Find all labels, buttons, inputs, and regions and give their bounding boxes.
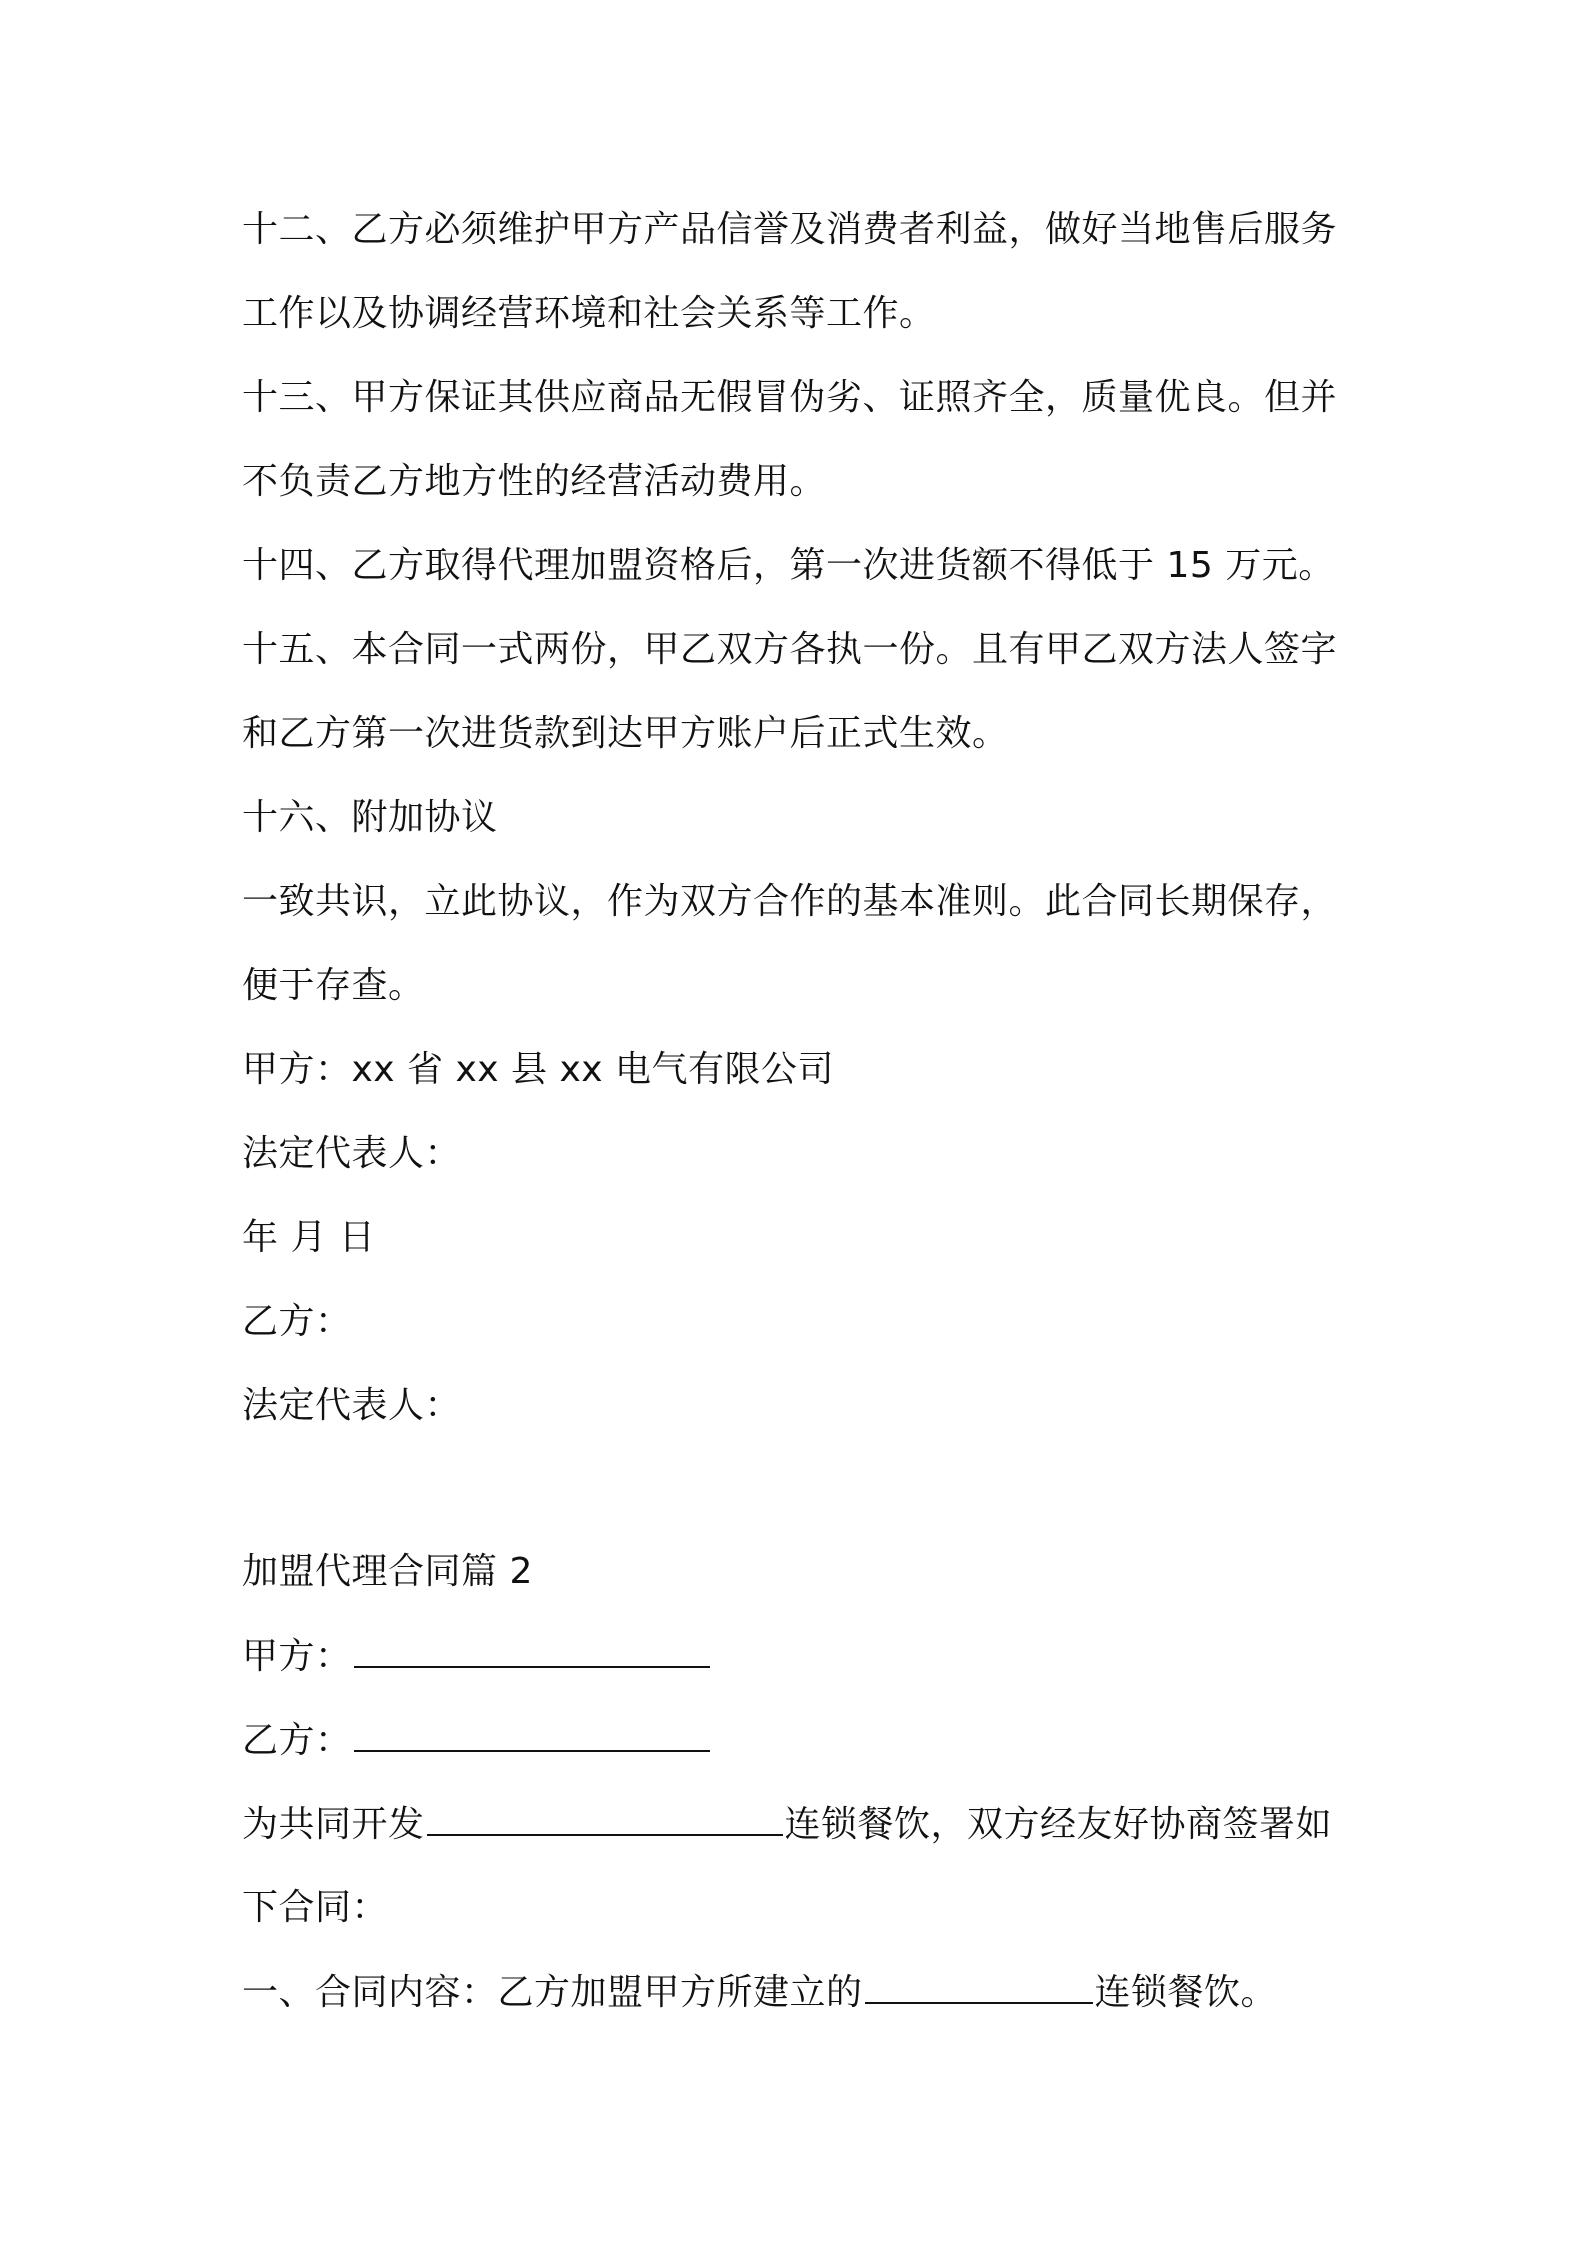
clause-14: 十四、乙方取得代理加盟资格后，第一次进货额不得低于 15 万元。	[242, 545, 1335, 586]
intro-prefix: 为共同开发	[242, 1804, 425, 1845]
signing-date: 年 月 日	[242, 1217, 376, 1258]
agreement-line-1: 一致共识，立此协议，作为双方合作的基本准则。此合同长期保存，	[242, 881, 1338, 922]
party-a-name: 甲方：xx 省 xx 县 xx 电气有限公司	[242, 1049, 835, 1090]
item-1-prefix: 一、合同内容：乙方加盟甲方所建立的	[242, 1972, 863, 2013]
clause-15-line-1: 十五、本合同一式两份，甲乙双方各执一份。且有甲乙双方法人签字	[242, 629, 1338, 670]
brand-blank-line	[427, 1800, 783, 1836]
party-a-representative: 法定代表人：	[242, 1133, 462, 1174]
item-1-suffix: 连锁餐饮。	[1094, 1972, 1278, 2013]
blank-party-b-row	[242, 1716, 712, 1765]
clause-12-line-1: 十二、乙方必须维护甲方产品信誉及消费者利益，做好当地售后服务	[242, 209, 1338, 250]
party-b-name: 乙方：	[242, 1301, 352, 1342]
blank-party-a-row	[242, 1632, 712, 1681]
clause-13-line-2: 不负责乙方地方性的经营活动费用。	[242, 461, 827, 502]
intro-suffix: 连锁餐饮，双方经友好协商签署如	[784, 1804, 1333, 1845]
clause-15-line-2: 和乙方第一次进货款到达甲方账户后正式生效。	[242, 713, 1009, 754]
party-b-blank-line	[354, 1716, 710, 1752]
party-b-representative: 法定代表人：	[242, 1385, 462, 1426]
blank-party-b-label: 乙方：	[242, 1720, 352, 1761]
agreement-line-2: 便于存查。	[242, 965, 425, 1006]
clause-13-line-1: 十三、甲方保证其供应商品无假冒伪劣、证照齐全，质量优良。但并	[242, 377, 1338, 418]
intro-line-1	[242, 1800, 1332, 1849]
item-1-row	[242, 1968, 1277, 2017]
party-a-blank-line	[354, 1632, 710, 1668]
section-title: 加盟代理合同篇 2	[242, 1551, 533, 1592]
clause-12-line-2: 工作以及协调经营环境和社会关系等工作。	[242, 293, 936, 334]
chain-blank-line	[865, 1968, 1093, 2004]
clause-16-heading: 十六、附加协议	[242, 797, 498, 838]
blank-party-a-label: 甲方：	[242, 1636, 352, 1677]
intro-line-2: 下合同：	[242, 1887, 389, 1928]
